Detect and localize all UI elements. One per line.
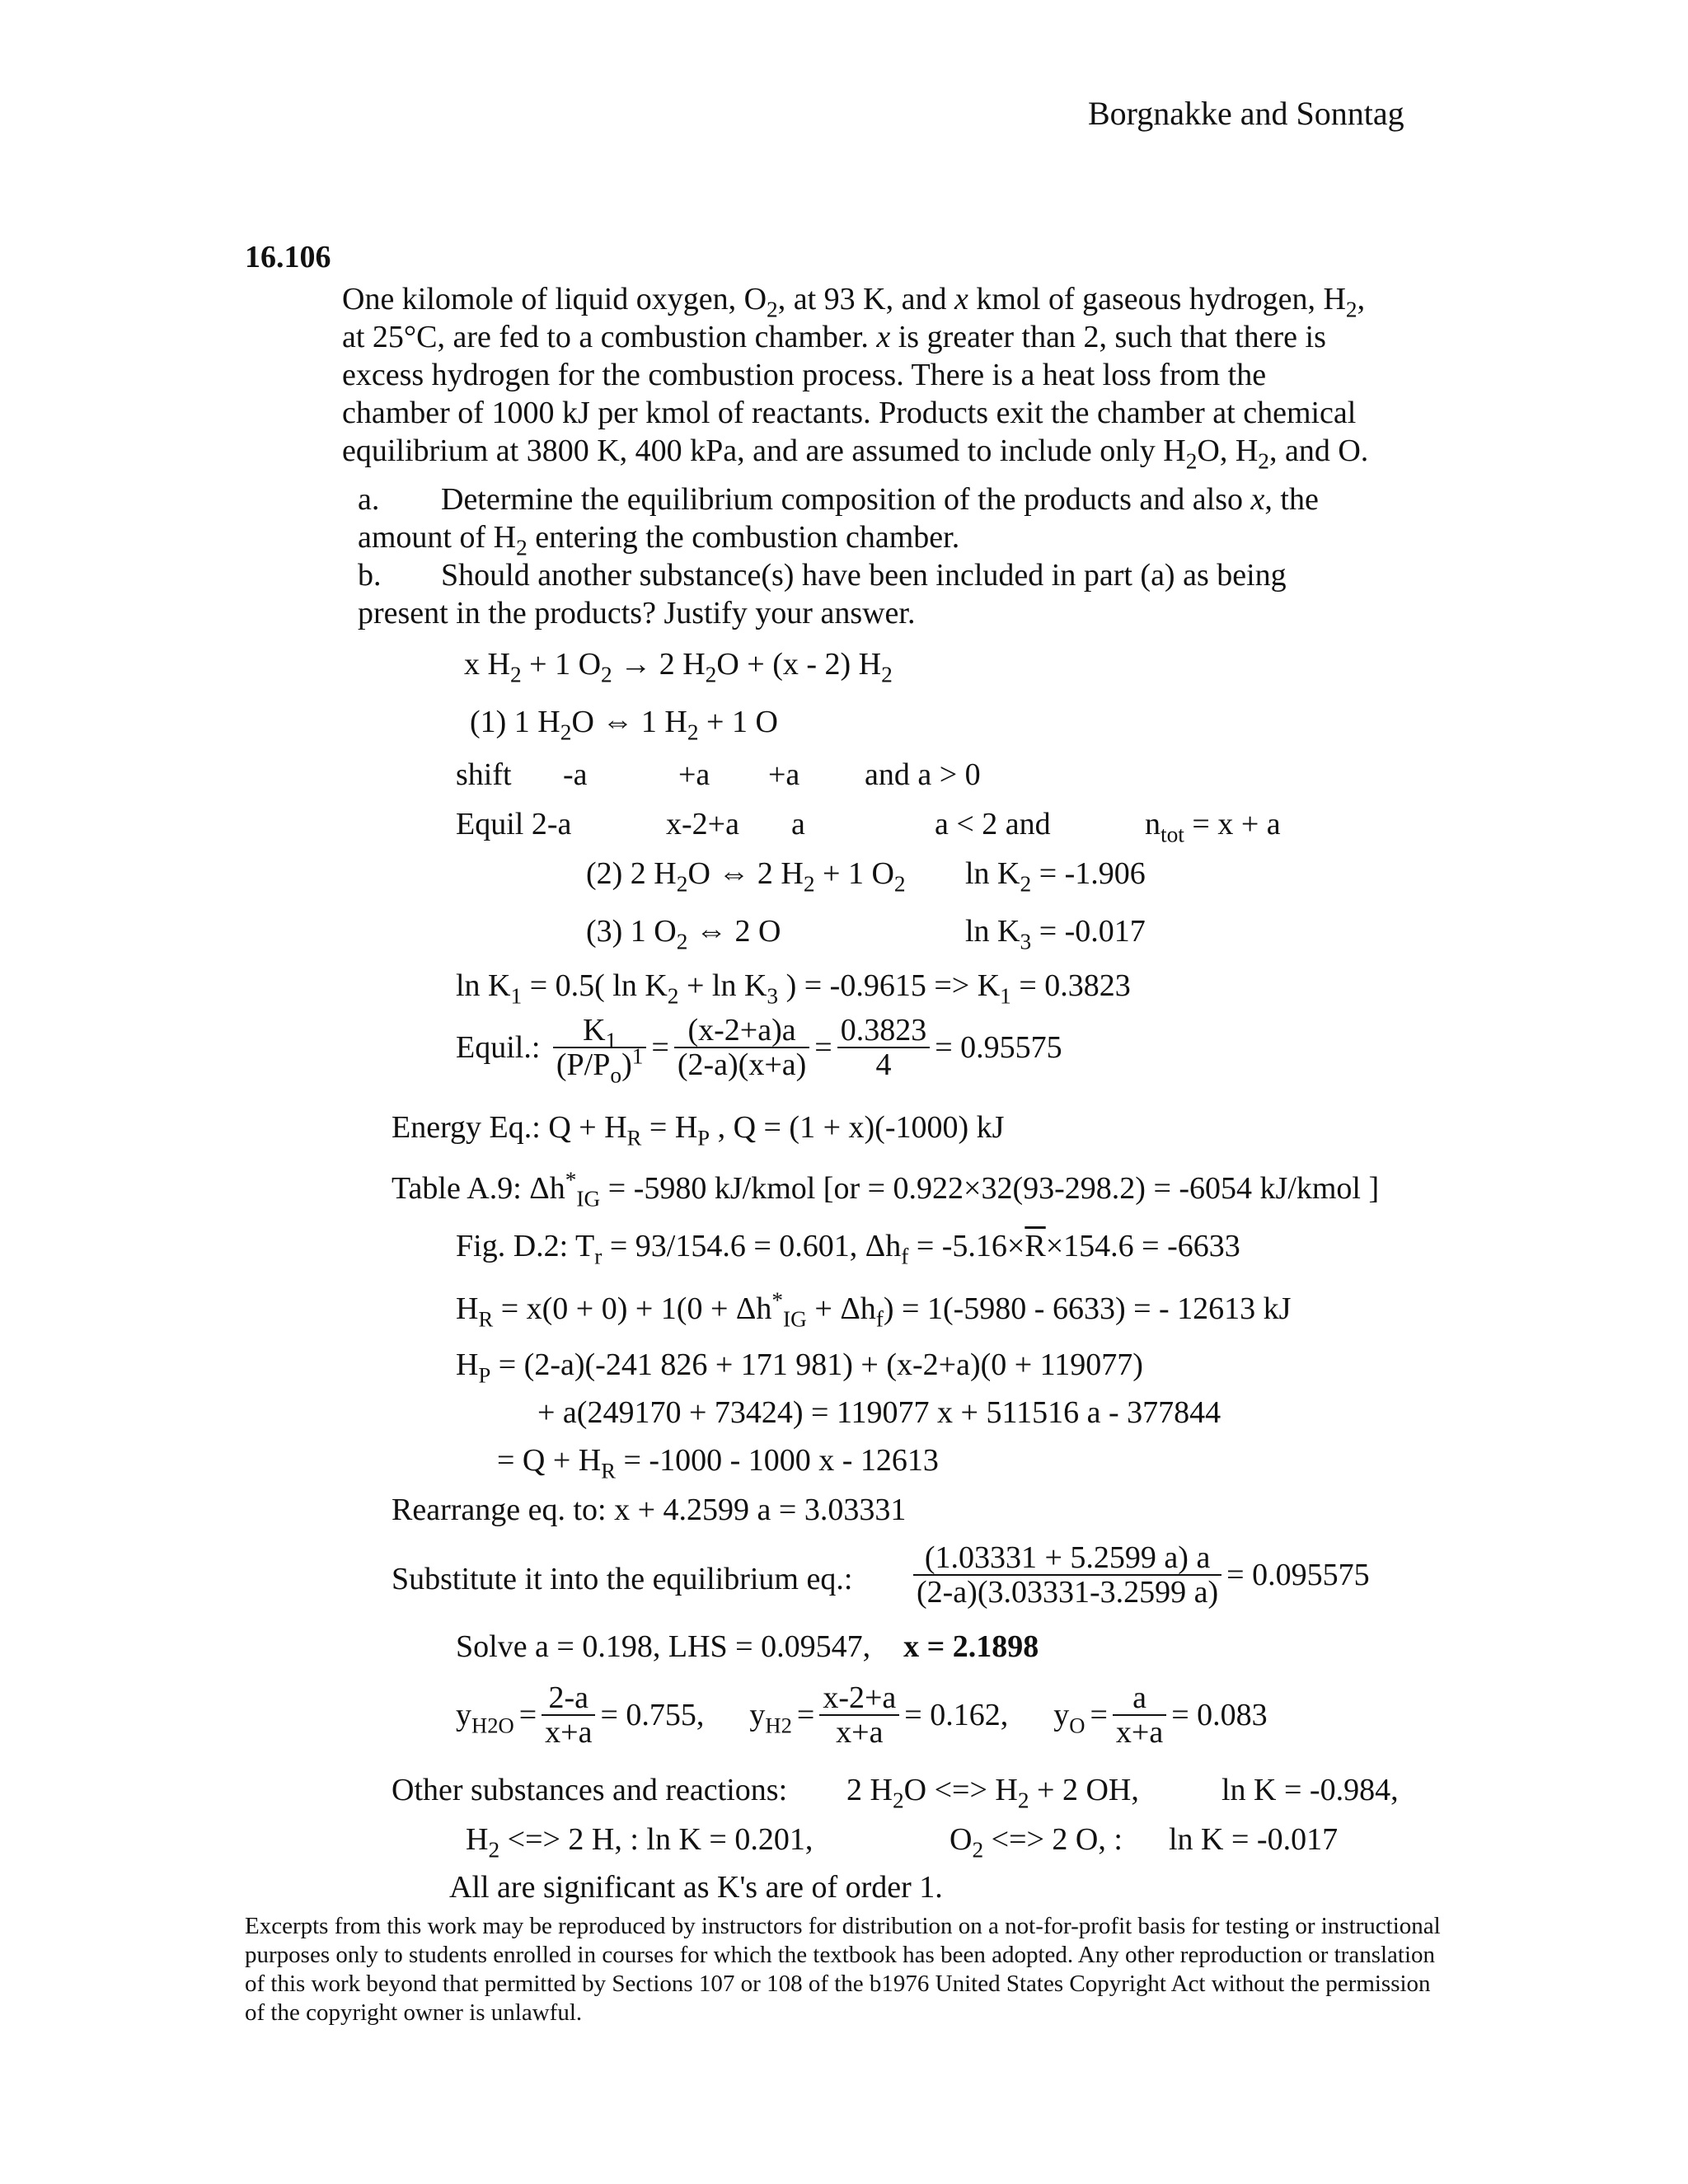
reaction-2-k: $\ln K_2 = -1.906$	[965, 856, 1146, 897]
reaction-1: (1) 1 $H_2O$ ⇔ 1 $H_2 + 1$ O	[470, 705, 778, 745]
reaction-2: (2) 2 $H_2O$ ⇔ 2 $H_2 + 1$ $O_2$	[586, 856, 906, 897]
y-h2o-fraction: $\frac{2-a}{x+a}$	[542, 1681, 595, 1749]
substitute-fraction: $\frac{(1.03331 + 5.2599 a) a}{(2-a)(3.03331-3.2599 a)}$	[913, 1541, 1221, 1609]
k1-value-fraction: $\frac{0.3823}{4}$	[837, 1014, 931, 1081]
running-header: Borgnakke and Sonntag	[1088, 95, 1404, 132]
other-reaction-oh: 2 $H_2O$ <=> $H_2 + 2$ OH,	[846, 1773, 1139, 1813]
shift-col-4: and a > 0	[865, 757, 981, 792]
overall-reaction: x $H_2 + 1$ $O_2 \to 2$ $H_2O + (x - 2)$ $H_2$	[464, 647, 893, 687]
part-a-line-2: amount of $H_2$ entering the combustion chamber.	[358, 520, 960, 560]
x-answer: x = 2.1898	[903, 1629, 1039, 1664]
shift-col-3: +a	[768, 757, 800, 792]
statement-line-2: at 25°C, are fed to a combustion chamber. x is greater than 2, such that there is	[342, 320, 1326, 354]
part-b-label: b.	[358, 558, 382, 593]
hr-line: $H_R = x(0 + 0) + 1(0 + \Delta h^*_{IG} + \Delta h_f) = 1(-5980 - 6633)$ = - 12613 kJ	[456, 1287, 1292, 1332]
reaction-3-k: $\ln K_3 = -0.017$	[965, 914, 1146, 954]
solve-line: Solve a = 0.198, LHS = 0.09547, x = 2.1898	[456, 1629, 1039, 1664]
equil-col-4: a < 2 and	[935, 807, 1051, 841]
fig-d2-line: Fig. D.2: $T_r = 93/154.6 = 0.601$, $\Delta h_f = -5.16\times\overline{R}\times 154.6 = -6633$	[456, 1229, 1240, 1269]
equil-label: Equil 2-a	[456, 807, 572, 841]
y-h2-fraction: $\frac{x-2+a}{x+a}$	[819, 1681, 899, 1749]
hp-line-2: + a(249170 + 73424) = 119077 x + 511516 a - 377844	[537, 1395, 1221, 1430]
equil-equation: Equil.: $\frac{K_1}{(P/P_o)^1}$ = $\frac{(x-2+a)a}{(2-a)(x+a)}$ = $\frac{0.3823}{4}$ = 0.95575	[456, 1013, 1062, 1088]
part-a-label: a.	[358, 482, 380, 517]
other-reaction-o-k: ln K = -0.017	[1169, 1822, 1339, 1857]
substitute-label: Substitute it into the equilibrium eq.:	[392, 1562, 853, 1596]
part-b-text: Should another substance(s) have been included in part (a) as being	[441, 558, 1287, 593]
table-a9-line: Table A.9: $\Delta h^*_{IG} = -5980$ kJ/kmol [or = 0.922×32(93-298.2) = -6054 kJ/kmol ]	[392, 1167, 1380, 1212]
statement-line-4: chamber of 1000 kJ per kmol of reactants. Products exit the chamber at chemical	[342, 396, 1357, 430]
mole-fractions: $y_{H2O}$ = $\frac{2-a}{x+a}$ = 0.755, $y_{H2}$ = $\frac{x-2+a}{x+a}$ = 0.162, $y_O$ = $\frac{a}{x+a}$ = 0.083	[456, 1680, 1268, 1750]
problem-statement	[342, 280, 1369, 474]
energy-equation: Energy Eq.: $Q + H_R = H_P$ , Q = (1 + x)(-1000) kJ	[392, 1110, 1005, 1151]
mole-fraction-ratio: $\frac{(x-2+a)a}{(2-a)(x+a)}$	[674, 1014, 809, 1081]
statement-line-3: excess hydrogen for the combustion process. There is a heat loss from the	[342, 358, 1267, 392]
statement-line-5: equilibrium at 3800 K, 400 kPa, and are assumed to include only $H_2O$, $H_2$, and O.	[342, 434, 1369, 474]
ln-k1-line: $\ln K_1 = 0.5$( $\ln K_2 + \ln K_3$ ) = $-0.9615 => K_1 = 0.3823$	[456, 968, 1131, 1009]
equil-col-3: a	[791, 807, 805, 841]
y-o-fraction: $\frac{a}{x+a}$	[1113, 1681, 1166, 1749]
conclusion: All are significant as K's are of order 1.	[449, 1870, 943, 1905]
hp-line-3: = $Q + H_R = -1000 - 1000$ x - 12613	[497, 1443, 939, 1483]
part-b-line-2: present in the products? Justify your answer.	[358, 596, 916, 630]
ntot-expression: $n_{tot} = x + a$	[1145, 807, 1281, 847]
problem-number: 16.106	[245, 240, 331, 274]
substitute-fraction-block: $\frac{(1.03331 + 5.2599 a) a}{(2-a)(3.03331-3.2599 a)}$ = 0.095575	[913, 1541, 1370, 1609]
copyright-footer: Excerpts from this work may be reproduced by instructors for distribution on a not-for-profit basis for testing or instructional purposes only to students enrolled in courses for which the textbook has been adopted. Any other reproduction or translation of this work beyond that permitted by Sections 107 or 108 of the b1976 United States Copyright Act without the permission of the copyright owner is unlawful.	[245, 1913, 1441, 2026]
other-reaction-oh-k: ln K = -0.984,	[1221, 1773, 1399, 1807]
statement-line-1: One kilomole of liquid oxygen, $O_2$, at 93 K, and x kmol of gaseous hydrogen, $H_2$,	[342, 282, 1366, 322]
reaction-3: (3) 1 $O_2$ ⇔ 2 O	[586, 914, 781, 954]
rearrange-line: Rearrange eq. to: x + 4.2599 a = 3.03331	[392, 1493, 907, 1527]
shift-col-1: -a	[563, 757, 588, 792]
other-reaction-h: $H_2$ <=> 2 H, : ln K = 0.201,	[466, 1822, 814, 1863]
other-substances-label: Other substances and reactions:	[392, 1773, 788, 1807]
other-reaction-o: $O_2$ <=> 2 O, :	[950, 1822, 1123, 1863]
k1-over-p-fraction: $\frac{K_1}{(P/P_o)^1}$	[553, 1014, 647, 1081]
part-a-text: Determine the equilibrium composition of the products and also x, the	[441, 482, 1319, 517]
hp-line-1: $H_P = (2-a)(-241$ 826 + 171 981) + (x-2+a)(0 + 119077)	[456, 1347, 1143, 1388]
shift-label: shift	[456, 757, 512, 792]
equil-col-2: x-2+a	[666, 807, 739, 841]
shift-col-2: +a	[678, 757, 710, 792]
